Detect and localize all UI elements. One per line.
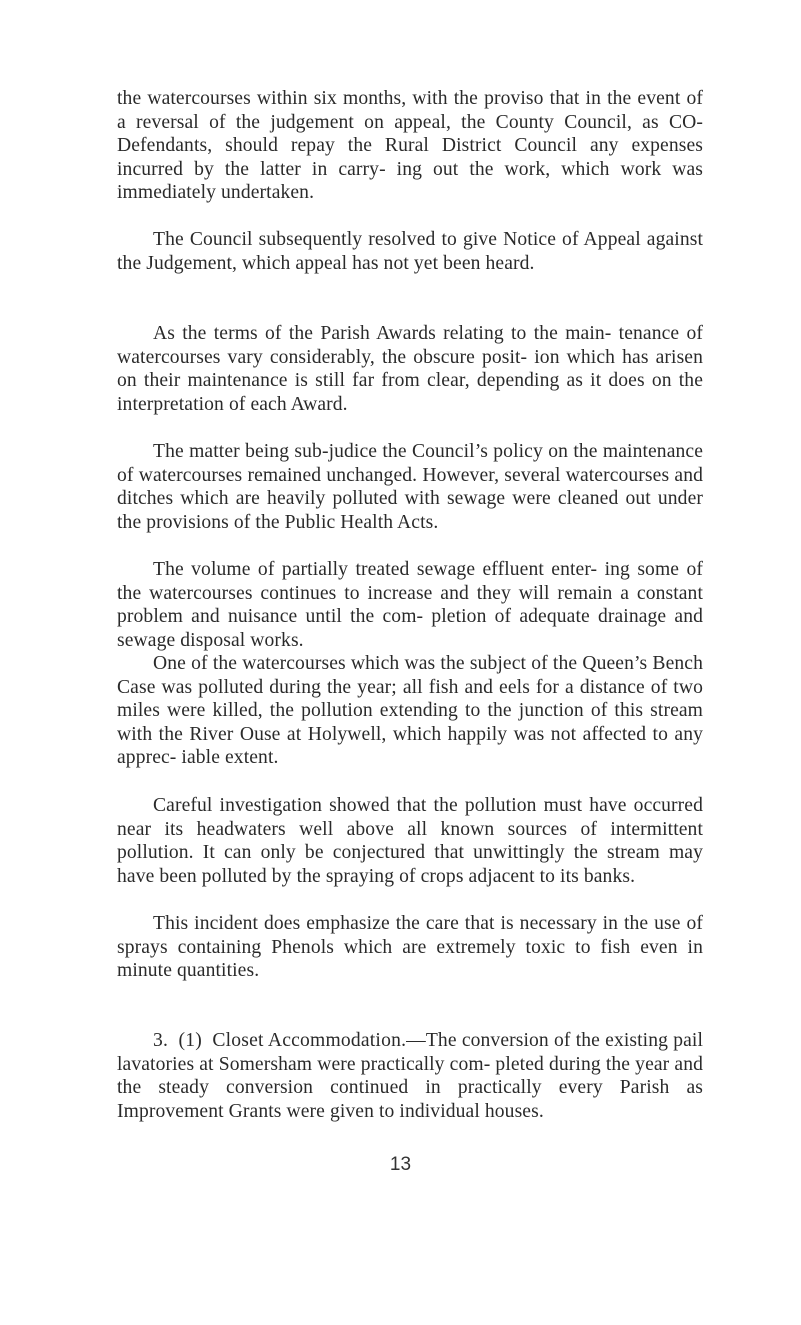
- paragraph-3: As the terms of the Parish Awards relating to the main- tenance of watercourses vary considerably, the obscure posit- ion which has arisen on their maintenance is still far from clear, depending as it does on the interpretation of each Award.: [117, 323, 703, 415]
- paragraph-8: This incident does emphasize the care that is necessary in the use of sprays containing Phenols which are extremely toxic to fish even in minute quantities.: [117, 913, 703, 982]
- paragraph-1: the watercourses within six months, with the proviso that in the event of a reversal of the judgement on appeal, the County Council, as CO-Defendants, should repay the Rural District Council any expenses incurred by the latter in carry- ing out the work, which work was immediately undertaken.: [117, 88, 703, 204]
- paragraph-5: The volume of partially treated sewage effluent enter- ing some of the watercourses continues to increase and they will remain a constant problem and nuisance until the com- pletion of adequate drainage and sewage disposal works.: [117, 559, 703, 651]
- section-body: —The conversion of the existing pail lavatories at Somersham were practically com- pleted during the year and the steady conversion continued in practically every Parish as Improvement Grants were given to individual houses.: [117, 1030, 703, 1122]
- paragraph-7: Careful investigation showed that the pollution must have occurred near its headwaters well above all known sources of intermittent pollution. It can only be conjectured that unwittingly the stream may have been polluted by the spraying of crops adjacent to its banks.: [117, 795, 703, 887]
- paragraph-4: The matter being sub-judice the Council’s policy on the maintenance of watercourses remained unchanged. However, several watercourses and ditches which are heavily polluted with sewage were cleaned out under the provisions of the Public Health Acts.: [117, 441, 703, 533]
- section-number: 3.: [153, 1030, 169, 1051]
- paragraph-2: The Council subsequently resolved to give Notice of Appeal against the Judgement, which appeal has not yet been heard.: [117, 229, 703, 274]
- section-paragraph: [117, 1029, 703, 1123]
- section-heading: Closet Accommodation.: [212, 1030, 407, 1051]
- section-subnumber: (1): [178, 1030, 202, 1051]
- page-number: 13: [389, 1154, 412, 1175]
- paragraph-6: One of the watercourses which was the subject of the Queen’s Bench Case was polluted during the year; all fish and eels for a distance of two miles were killed, the pollution extending to the junction of this stream with the River Ouse at Holywell, which happily was not affected to any apprec- iable extent.: [117, 653, 703, 769]
